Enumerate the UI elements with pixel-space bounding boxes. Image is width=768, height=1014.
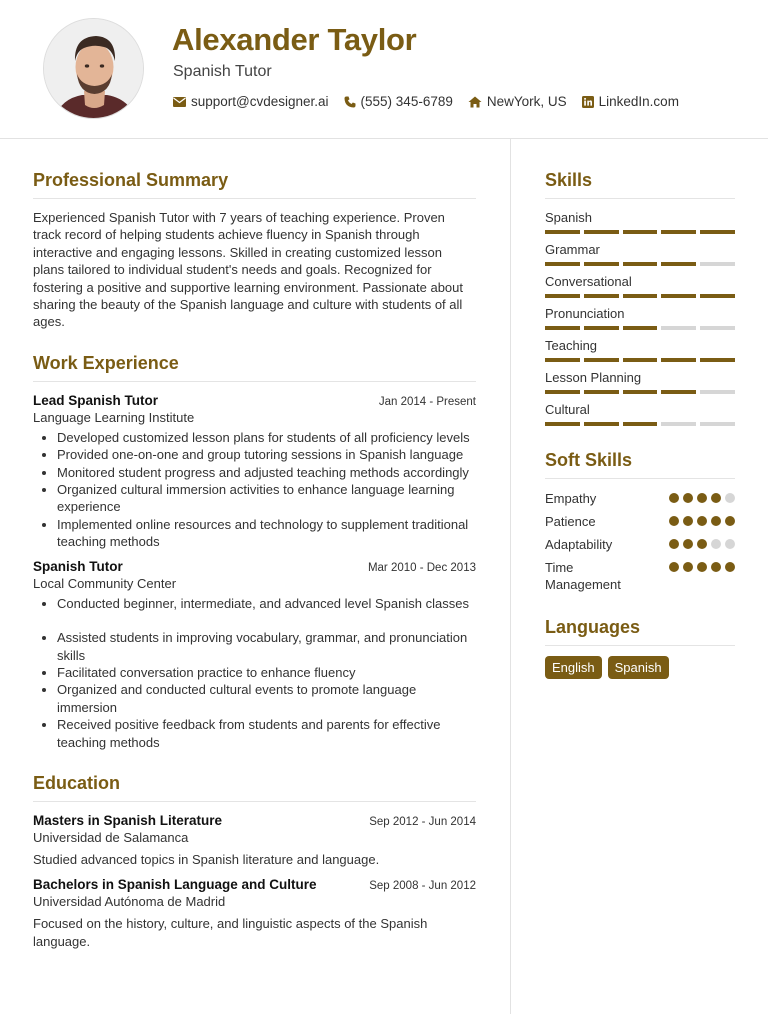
skill-level-bar bbox=[545, 326, 735, 330]
skill-level-bar bbox=[545, 294, 735, 298]
contact-linkedin-text: LinkedIn.com bbox=[598, 94, 679, 109]
job-bullet: • Conducted beginner, intermediate, and advanced level Spanish classes bbox=[57, 595, 476, 612]
soft-skill-rating bbox=[669, 536, 735, 549]
soft-skill-row bbox=[545, 536, 735, 553]
skill-level-segment bbox=[545, 390, 580, 394]
profile-photo-illustration bbox=[44, 19, 144, 119]
skill-level-segment bbox=[661, 326, 696, 330]
soft-skill-rating bbox=[669, 490, 735, 503]
job-bullet: • Monitored student progress and adjusted teaching methods accordingly bbox=[57, 464, 476, 481]
job-bullet: • Implemented online resources and technology to supplement traditional teaching methods bbox=[57, 516, 476, 551]
rating-dot bbox=[683, 493, 693, 503]
education-dates: Sep 2008 - Jun 2012 bbox=[369, 880, 476, 893]
job-bullets bbox=[33, 429, 476, 551]
skill-level-bar bbox=[545, 262, 735, 266]
rating-dot bbox=[711, 493, 721, 503]
skills-heading: Skills bbox=[545, 170, 735, 199]
skill-level-segment bbox=[700, 294, 735, 298]
skill-level-bar bbox=[545, 230, 735, 234]
soft-skill-rating bbox=[669, 559, 735, 572]
degree-title: Bachelors in Spanish Language and Culture bbox=[33, 877, 317, 893]
contact-list bbox=[173, 94, 694, 109]
job-organization: Language Learning Institute bbox=[33, 409, 195, 425]
skill-level-segment bbox=[545, 230, 580, 234]
job-organization: Local Community Center bbox=[33, 575, 177, 591]
languages-heading: Languages bbox=[545, 617, 735, 646]
envelope-icon bbox=[173, 97, 186, 107]
skill-level-bar bbox=[545, 422, 735, 426]
job-bullet: • Facilitated conversation practice to enhance fluency bbox=[57, 664, 476, 681]
skill-level-bar bbox=[545, 358, 735, 362]
job-bullet: • Organized cultural immersion activities to enhance language learning experience bbox=[57, 481, 476, 516]
job-bullet: • Assisted students in improving vocabulary, grammar, and pronunciation skills bbox=[57, 629, 476, 664]
skill-level-segment bbox=[584, 390, 619, 394]
soft-skill-row bbox=[545, 513, 735, 530]
rating-dot bbox=[683, 539, 693, 549]
rating-dot bbox=[669, 516, 679, 526]
home-icon bbox=[468, 96, 482, 108]
soft-skill-name: Adaptability bbox=[545, 537, 613, 552]
skill-level-segment bbox=[545, 326, 580, 330]
education-entry bbox=[33, 813, 476, 868]
languages-list bbox=[545, 656, 735, 679]
summary-section bbox=[33, 170, 476, 331]
soft-skill-row bbox=[545, 490, 735, 507]
contact-location bbox=[468, 94, 567, 109]
skill-level-segment bbox=[623, 294, 658, 298]
sidebar-column bbox=[545, 170, 735, 679]
skill-name: Grammar bbox=[545, 242, 600, 257]
skill-level-segment bbox=[661, 390, 696, 394]
soft-skill-name: Patience bbox=[545, 514, 596, 529]
skill-level-segment bbox=[700, 230, 735, 234]
skill-level-segment bbox=[623, 358, 658, 362]
skill-level-segment bbox=[700, 262, 735, 266]
skill-level-segment bbox=[700, 390, 735, 394]
skill-level-segment bbox=[545, 262, 580, 266]
rating-dot bbox=[725, 493, 735, 503]
education-description: Studied advanced topics in Spanish literature and language. bbox=[33, 851, 380, 867]
soft-skill-name: Empathy bbox=[545, 491, 597, 506]
contact-location-text: NewYork, US bbox=[486, 94, 567, 109]
soft-skill-name: Time Management bbox=[545, 560, 621, 592]
rating-dot bbox=[725, 516, 735, 526]
rating-dot bbox=[697, 539, 707, 549]
skill-name: Teaching bbox=[545, 338, 598, 353]
skill-level-segment bbox=[584, 262, 619, 266]
job-entry bbox=[33, 393, 476, 551]
profile-photo bbox=[43, 18, 144, 119]
experience-heading: Work Experience bbox=[33, 353, 476, 382]
rating-dot bbox=[669, 493, 679, 503]
rating-dot bbox=[697, 516, 707, 526]
skill-level-segment bbox=[623, 390, 658, 394]
skill-level-segment bbox=[584, 422, 619, 426]
skill-level-segment bbox=[661, 262, 696, 266]
soft-skill-row bbox=[545, 559, 735, 593]
rating-dot bbox=[683, 562, 693, 572]
rating-dot bbox=[725, 562, 735, 572]
language-tag: Spanish bbox=[608, 656, 669, 679]
rating-dot bbox=[669, 539, 679, 549]
skill-level-segment bbox=[623, 262, 658, 266]
main-column bbox=[33, 170, 476, 950]
soft-skills-heading: Soft Skills bbox=[545, 450, 735, 479]
soft-skills-section bbox=[545, 450, 735, 593]
job-dates: Mar 2010 - Dec 2013 bbox=[367, 561, 476, 574]
language-tag: English bbox=[545, 656, 602, 679]
skill-name: Lesson Planning bbox=[545, 370, 642, 385]
education-section bbox=[33, 773, 476, 950]
skill-level-segment bbox=[584, 294, 619, 298]
skill-level-segment bbox=[584, 326, 619, 330]
soft-skills-list bbox=[545, 490, 735, 593]
experience-section bbox=[33, 353, 476, 751]
job-title: Lead Spanish Tutor bbox=[33, 392, 159, 408]
languages-section bbox=[545, 617, 735, 679]
rating-dot bbox=[697, 562, 707, 572]
job-title: Spanish Tutor bbox=[33, 558, 123, 574]
rating-dot bbox=[725, 539, 735, 549]
job-bullet: • Organized and conducted cultural events to promote language immersion bbox=[57, 681, 476, 716]
job-bullet: • Provided one-on-one and group tutoring sessions in Spanish language bbox=[57, 446, 476, 463]
skill-level-segment bbox=[623, 326, 658, 330]
skill-level-segment bbox=[700, 358, 735, 362]
skill-level-segment bbox=[700, 326, 735, 330]
rating-dot bbox=[669, 562, 679, 572]
skill-level-segment bbox=[545, 422, 580, 426]
resume-header bbox=[0, 0, 768, 139]
rating-dot bbox=[711, 562, 721, 572]
skill-level-segment bbox=[623, 230, 658, 234]
contact-email-text: support@cvdesigner.ai bbox=[191, 94, 329, 109]
skills-list bbox=[545, 210, 735, 426]
skills-section bbox=[545, 170, 735, 426]
job-entry bbox=[33, 559, 476, 751]
job-bullets bbox=[33, 595, 476, 751]
skill-level-segment bbox=[700, 422, 735, 426]
education-heading: Education bbox=[33, 773, 476, 802]
education-description: Focused on the history, culture, and linguistic aspects of the Spanish language. bbox=[33, 916, 428, 949]
skill-level-segment bbox=[661, 358, 696, 362]
contact-email[interactable] bbox=[173, 94, 329, 109]
column-divider bbox=[510, 139, 511, 1014]
rating-dot bbox=[697, 493, 707, 503]
skill-level-segment bbox=[661, 230, 696, 234]
skill-level-segment bbox=[661, 422, 696, 426]
skill-name: Pronunciation bbox=[545, 306, 625, 321]
job-bullet: • Developed customized lesson plans for students of all proficiency levels bbox=[57, 429, 476, 446]
skill-level-segment bbox=[545, 294, 580, 298]
skill-name: Spanish bbox=[545, 210, 592, 225]
contact-phone-text: (555) 345-6789 bbox=[360, 94, 453, 109]
skill-name: Conversational bbox=[545, 274, 632, 289]
contact-phone[interactable] bbox=[344, 94, 453, 109]
education-entry bbox=[33, 877, 476, 950]
soft-skill-rating bbox=[669, 513, 735, 526]
skill-level-segment bbox=[545, 358, 580, 362]
school-name: Universidad Autónoma de Madrid bbox=[33, 894, 226, 910]
skill-name: Cultural bbox=[545, 402, 590, 417]
rating-dot bbox=[711, 539, 721, 549]
contact-linkedin[interactable] bbox=[582, 94, 679, 109]
job-bullet: • Received positive feedback from students and parents for effective teaching methods bbox=[57, 716, 476, 751]
phone-icon bbox=[344, 96, 356, 108]
skill-level-segment bbox=[584, 230, 619, 234]
skill-level-bar bbox=[545, 390, 735, 394]
job-dates: Jan 2014 - Present bbox=[378, 395, 476, 408]
skill-level-segment bbox=[623, 422, 658, 426]
summary-heading: Professional Summary bbox=[33, 170, 476, 199]
candidate-role: Spanish Tutor bbox=[173, 63, 272, 80]
candidate-name: Alexander Taylor bbox=[172, 22, 417, 57]
linkedin-icon bbox=[582, 96, 594, 108]
skill-level-segment bbox=[661, 294, 696, 298]
skill-level-segment bbox=[584, 358, 619, 362]
rating-dot bbox=[683, 516, 693, 526]
school-name: Universidad de Salamanca bbox=[33, 829, 189, 845]
summary-text: Experienced Spanish Tutor with 7 years of teaching experience. Proven track record of helping students achieve fluency in Spanish through interactive and engaging lessons. Skilled in creating customized lesson plans tailored to individual student's needs and goals. Recognized for fostering a positive and supportive learning environment. Passionate about sharing the beauty of the Spanish language and culture with students of all ages. bbox=[33, 210, 463, 330]
education-dates: Sep 2012 - Jun 2014 bbox=[369, 815, 476, 828]
rating-dot bbox=[711, 516, 721, 526]
degree-title: Masters in Spanish Literature bbox=[33, 812, 223, 828]
